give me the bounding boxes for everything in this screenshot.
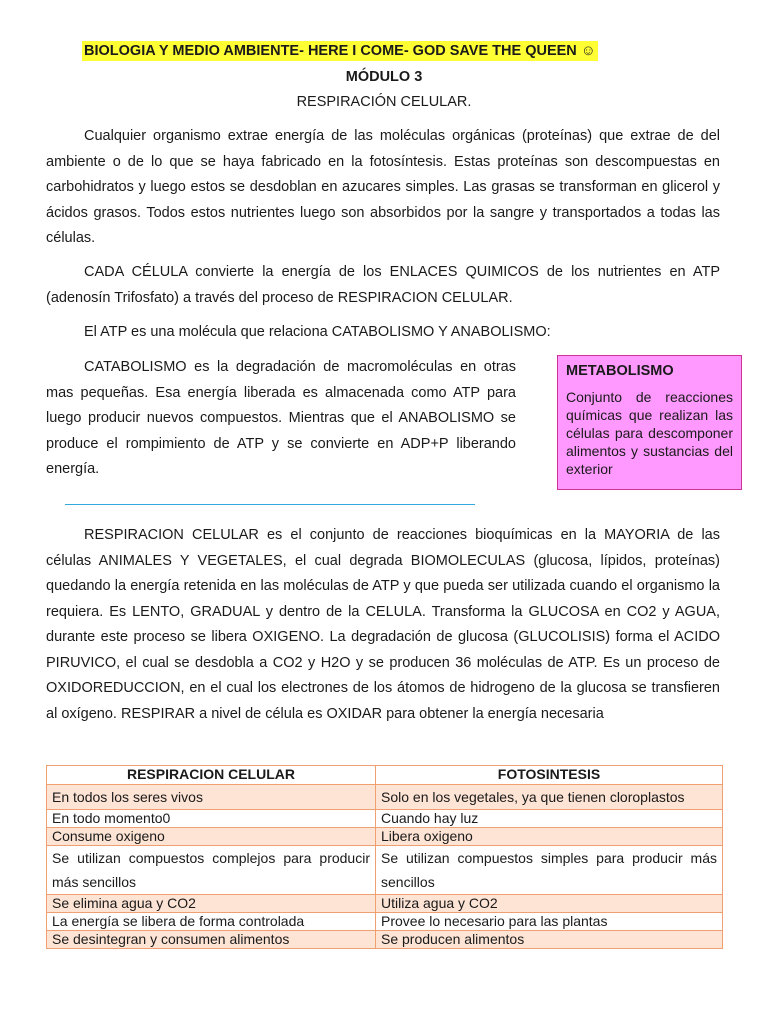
header-fotosintesis: FOTOSINTESIS xyxy=(376,766,723,785)
paragraph-atp-relation: El ATP es una molécula que relaciona CATABOLISMO Y ANABOLISMO: xyxy=(84,324,551,340)
table-row xyxy=(47,810,723,828)
table-cell: Utiliza agua y CO2 xyxy=(376,895,723,913)
table-cell: Se utilizan compuestos complejos para producir más sencillos xyxy=(47,846,376,895)
metabolismo-definition: Conjunto de reacciones químicas que realizan las células para descomponer alimentos y sustancias del exterior xyxy=(566,389,733,477)
table-row xyxy=(47,931,723,949)
table-row xyxy=(47,846,723,895)
table-cell: Se elimina agua y CO2 xyxy=(47,895,376,913)
section-subtitle: RESPIRACIÓN CELULAR. xyxy=(296,94,472,110)
table-row xyxy=(47,895,723,913)
table-cell: Solo en los vegetales, ya que tienen cloroplastos xyxy=(376,785,723,810)
table-cell: Provee lo necesario para las plantas xyxy=(376,913,723,931)
table-cell: En todo momento0 xyxy=(47,810,376,828)
metabolismo-title: METABOLISMO xyxy=(566,363,674,379)
table-cell: Se desintegran y consumen alimentos xyxy=(47,931,376,949)
comparison-table xyxy=(46,765,723,949)
module-title: MÓDULO 3 xyxy=(345,69,423,85)
table-cell: Consume oxigeno xyxy=(47,828,376,846)
table-cell: Se utilizan compuestos simples para producir más sencillos xyxy=(376,846,723,895)
table-header-row xyxy=(47,766,723,785)
horizontal-divider xyxy=(65,504,475,505)
table-cell: Se producen alimentos xyxy=(376,931,723,949)
document-heading xyxy=(82,41,598,61)
paragraph-catabolism: CATABOLISMO es la degradación de macromoléculas en otras mas pequeñas. Esa energía liberada es almacenada como ATP para luego producir nuevos compuestos. Mientras que el ANABOLISMO se produce el rompimiento de ATP y se convierte en ADP+P liberando energía. xyxy=(46,359,516,477)
paragraph-cellular-respiration: RESPIRACION CELULAR es el conjunto de reacciones bioquímicas en la MAYORIA de las células ANIMALES Y VEGETALES, el cual degrada BIOMOLECULAS (glucosa, lípidos, proteínas) quedando la energía retenida en las moléculas de ATP y que pueda ser utilizada cuando el organismo la requiera. Es LENTO, GRADUAL y dentro de la CELULA. Transforma la GLUCOSA en CO2 y AGUA, durante este proceso se libera OXIGENO. La degradación de glucosa (GLUCOLISIS) forma el ACIDO PIRUVICO, el cual se desdobla a CO2 y H2O y se producen 36 moléculas de ATP. Es un proceso de OXIDOREDUCCION, en el cual los electrones de los átomos de hidrogeno de la glucosa se transfieren al oxígeno. RESPIRAR a nivel de célula es OXIDAR para obtener la energía necesaria xyxy=(46,527,720,722)
table-row xyxy=(47,913,723,931)
table-row xyxy=(47,828,723,846)
table-row xyxy=(47,785,723,810)
table-cell: En todos los seres vivos xyxy=(47,785,376,810)
table-cell: Cuando hay luz xyxy=(376,810,723,828)
smiley-icon: ☺ xyxy=(580,43,596,59)
metabolismo-textbox xyxy=(557,355,742,490)
header-respiracion: RESPIRACION CELULAR xyxy=(47,766,376,785)
table-cell: Libera oxigeno xyxy=(376,828,723,846)
paragraph-energy-extraction: Cualquier organismo extrae energía de las moléculas orgánicas (proteínas) que extrae de del ambiente o de lo que se haya fabricado en la fotosíntesis. Estas proteínas son descompuestas en carbohidratos y luego estos se desdoblan en azucares simples. Las grasas se transforman en glicerol y ácidos grasos. Todos estos nutrientes luego son absorbidos por la sangre y transportados a todas las células. xyxy=(46,128,720,246)
table-cell: La energía se libera de forma controlada xyxy=(47,913,376,931)
paragraph-cell-atp: CADA CÉLULA convierte la energía de los ENLACES QUIMICOS de los nutrientes en ATP (adenosín Trifosfato) a través del proceso de RESPIRACION CELULAR. xyxy=(46,264,720,306)
heading-text: BIOLOGIA Y MEDIO AMBIENTE- HERE I COME- GOD SAVE THE QUEEN xyxy=(84,43,577,59)
